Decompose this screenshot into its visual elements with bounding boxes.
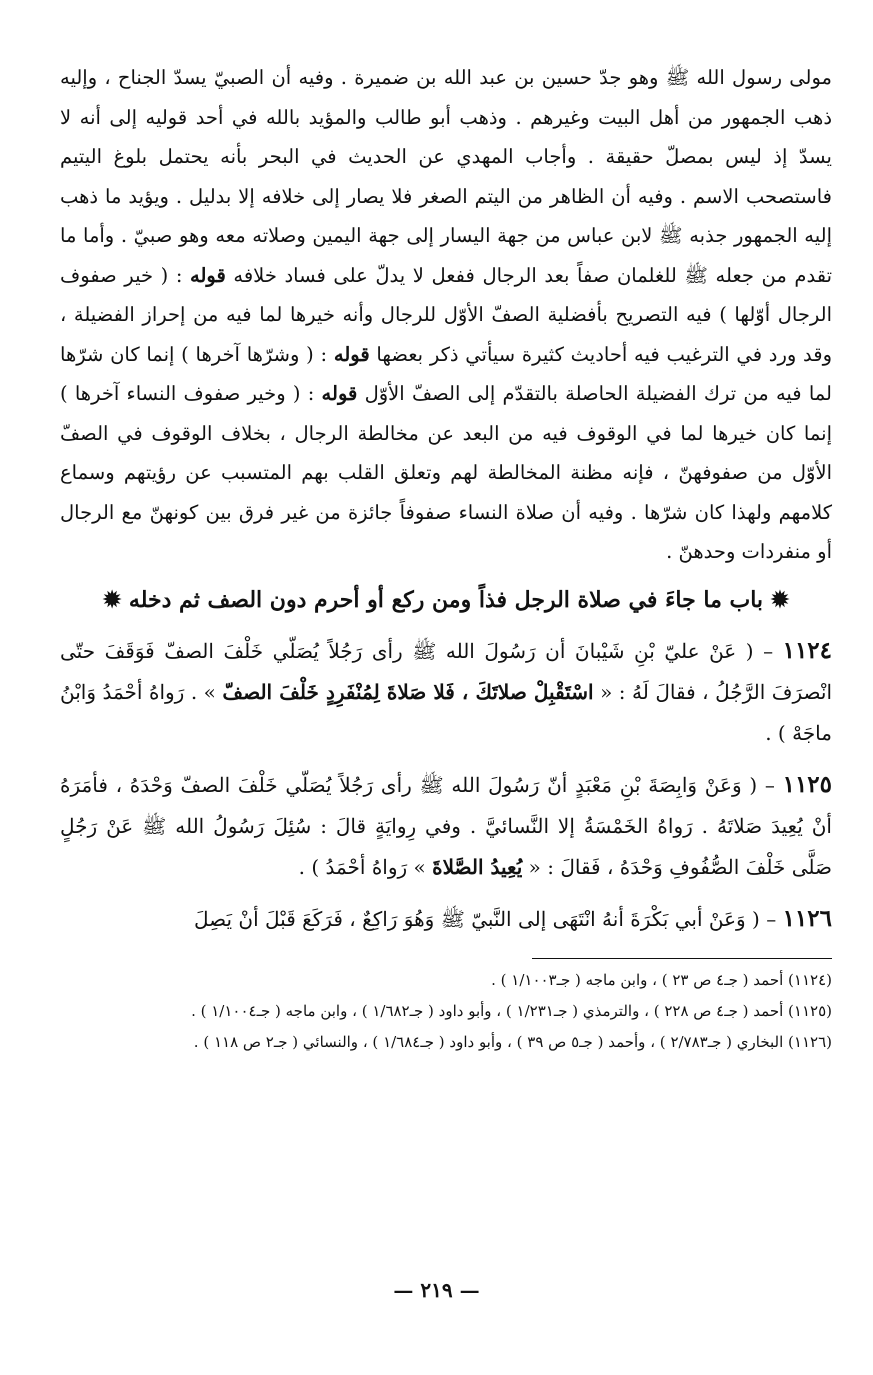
commentary-text: : ( خير صفوف الرجال أوّلها ) فيه التصريح بأفضلية الصفّ الأوّل للرجال وأنه خيرها لما فيه من إحراز الفضيلة ، وقد ورد في الترغيب فيه أحاديث كثيرة سيأتي ذكر بعضها [60, 263, 832, 366]
commentary-paragraph [60, 58, 832, 572]
chapter-heading-text: باب ما جاءَ في صلاة الرجل فذاً ومن ركع أو أحرم دون الصف ثم دخله [128, 586, 764, 613]
commentary-text: : ( وشرّها آخرها ) إنما كان شرّها لما فيه من ترك الفضيلة الحاصلة بالتقدّم إلى الصفّ الأوّل [60, 342, 833, 405]
footnote-1126: (١١٢٦) البخاري ( جـ٢/٧٨٣ ) ، وأحمد ( جـ٥ ص ٣٩ ) ، وأبو داود ( جـ١/٦٨٤ ) ، والنسائي ( جـ٢ ص ١١٨ ) . [193, 1032, 832, 1051]
qawluhu-label: قوله [333, 342, 370, 366]
hadith-1124 [60, 630, 832, 754]
star-ornament-icon: ✹ [770, 586, 790, 613]
footnote-1125: (١١٢٥) أحمد ( جـ٤ ص ٢٢٨ ) ، والترمذي ( جـ١/٢٣١ ) ، وأبو داود ( جـ١/٦٨٢ ) ، وابن ماجه ( جـ١/١٠٠٤ ) . [191, 1001, 832, 1020]
hadith-dash: – [759, 906, 783, 931]
hadith-dash: – [753, 638, 783, 663]
page-body [60, 58, 832, 1060]
commentary-text: : ( وخير صفوف النساء آخرها ) إنما كان خيرها لما في الوقوف فيه من البعد عن مخالطة الرجال ، بخلاف الوقوف في الصفّ الأوّل من صفوفهنّ ، فإنه مظنة المخالطة لهم وتعلق القلب بهم المتسبب عن رؤيتهم وسماع كلامهم ولهذا كان شرّها . وفيه أن صلاة النساء صفوفاً جائزة من غير فرق بين كونهنّ مع الرجال أو منفردات وحدهنّ . [60, 382, 832, 563]
hadith-text: ( عَنْ عليّ بْنِ شَيْبانَ أن رَسُولَ الله ﷺ رأى رَجُلاً يُصَلّي خَلْفَ الصفّ فَوَقَفَ حتّى انْصرَفَ الرَّجُلُ ، فقالَ لَهُ : « [60, 638, 832, 704]
chapter-heading [60, 580, 832, 620]
qawluhu-label: قوله [190, 263, 226, 287]
hadith-1125 [60, 764, 832, 888]
hadith-dash: – [757, 772, 783, 797]
star-ornament-icon: ✹ [102, 586, 122, 613]
hadith-1126 [60, 898, 832, 940]
hadith-number: ١١٢٥ [782, 770, 833, 798]
commentary-text: مولى رسول الله ﷺ وهو جدّ حسين بن عبد الله بن ضميرة . وفيه أن الصبيّ يسدّ الجناح ، وإليه ذهب الجمهور من أهل البيت وغيرهم . وذهب أبو طالب والمؤيد بالله في أحد قوليه إلى أنه لا يسدّ إذ ليس بمصلّ حقيقة . وأجاب المهدي عن الحديث في البحر بأنه يحتمل بلوغ اليتيم فاستصحب الاسم . وفيه أن الظاهر من اليتم الصغر فلا يصار إلى خلافه إلا بدليل . ويؤيد ما ذهب إليه الجمهور جذبه ﷺ لابن عباس من جهة اليسار إلى جهة اليمين وصلاته معه وهو صبيّ . وأما ما تقدم من جعله ﷺ للغلمان صفاً بعد الرجال ففعل لا يدلّ على فساد خلافه [60, 66, 833, 287]
hadith-text: ( وَعَنْ وَابِصَةَ بْنِ مَعْبَدٍ أنّ رَسُولَ الله ﷺ رأى رَجُلاً يُصَلّي خَلْفَ الصفّ وَحْدَهُ ، فأمَرَهُ أنْ يُعِيدَ صَلاتَهُ . رَواهُ الخَمْسَةُ إلا النَّسائيَّ . وفي رِوايَةٍ قالَ : سُئِلَ رَسُولُ الله ﷺ عَنْ رَجُلٍ صَلَّى خَلْفَ الصُّفُوفِ وَحْدَهُ ، فَقالَ : « [60, 772, 832, 879]
hadith-tail: » . رَواهُ أحْمَدُ وَابْنُ ماجَهْ ) . [60, 679, 832, 745]
hadith-bold-text: يُعِيدُ الصَّلاةَ [432, 854, 523, 879]
hadith-number: ١١٢٤ [782, 636, 833, 664]
footnote-1124: (١١٢٤) أحمد ( جـ٤ ص ٢٣ ) ، وابن ماجه ( جـ١/١٠٠٣ ) . [491, 970, 832, 989]
hadith-tail: » رَواهُ أحْمَدُ ) . [298, 854, 426, 879]
footnote-divider [532, 958, 832, 959]
hadith-text: ( وَعَنْ أبي بَكْرَةَ أنهُ انْتَهَى إلى النَّبيّ ﷺ وَهُوَ رَاكِعٌ ، فَرَكَعَ قَبْلَ أنْ يَصِلَ [194, 906, 760, 931]
hadith-number: ١١٢٦ [782, 904, 832, 932]
qawluhu-label: قوله [321, 382, 358, 405]
hadith-bold-text: اسْتَقْبِلْ صلاتَكَ ، فَلا صَلاةَ لِمُنْفَرِدٍ خَلْفَ الصفّ [222, 679, 594, 704]
page-number: — ٢١٩ — [393, 1278, 480, 1302]
